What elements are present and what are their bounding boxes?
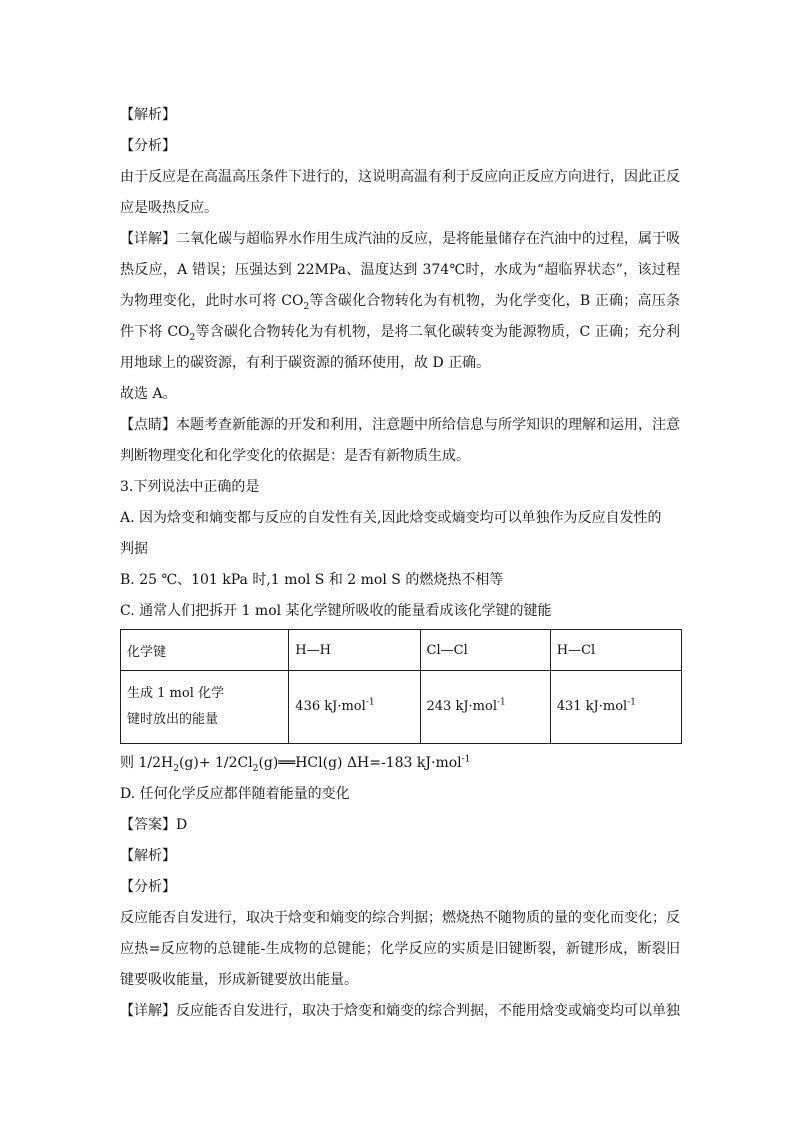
analysis-text-2: 反应能否自发进行，取决于焓变和熵变的综合判据；燃烧热不随物质的量的变化而变化；反应热=反应物的总键能-生成物的总键能；化学反应的实质是旧键断裂，新键形成，断裂旧键要吸收能量，形成新键要放出能量。: [120, 910, 680, 988]
header-cell-bond: 化学键: [121, 630, 289, 671]
section-heading-fenxi-2: 【分析】: [120, 879, 176, 895]
detail-text-a: 二氧化碳与超临界水作用生成汽油的反应，是将能量储存在汽油中的过程，属于吸热反应，A 错误；压强达到 22MPa、温度达到 374℃时，水成为“超临界状态”，该过程为物理变化，此时水可将 CO: [120, 231, 680, 309]
option-b: B. 25 ℃、101 kPa 时,1 mol S 和 2 mol S 的燃烧热不相等: [120, 572, 504, 588]
detail-text-b: 等含碳化合物转化为有机物，为化学变化，B 正确；高压条件下将 CO: [120, 293, 680, 340]
row-label-cell: 生成 1 mol 化学 键时放出的能量: [121, 671, 289, 744]
bond-energy-table: [120, 629, 682, 744]
option-d: D. 任何化学反应都伴随着能量的变化: [120, 786, 350, 802]
value-cell-hcl: 431 kJ·mol$^{-1}$: [550, 671, 681, 744]
equation-line: 则 $1/2H_2(g)+$ $1/2Cl_2(g)══HCl(g)$ ΔH=-183 kJ·mol$^{-1}$: [120, 754, 471, 774]
table-header-row: [121, 630, 682, 671]
value-cell-clcl: 243 kJ·mol$^{-1}$: [420, 671, 550, 744]
answer-line: 【答案】D: [120, 817, 188, 833]
document-page: [120, 100, 680, 1027]
co2-subscript: 2: [303, 301, 310, 312]
comment-tag: 【点睛】: [120, 417, 176, 433]
header-cell-hcl: H—Cl: [550, 630, 681, 671]
question-stem: 3.下列说法中正确的是: [120, 479, 260, 495]
co2-subscript: 2: [189, 332, 196, 343]
value-cell-hh: 436 kJ·mol$^{-1}$: [289, 671, 420, 744]
detail-text-c: 等含碳化合物转化为有机物，是将二氧化碳转变为能源物质，C 正确；充分利用地球上的碳资源，有利于碳资源的循环使用，故 D 正确。: [120, 324, 680, 371]
table-row-energy: [121, 671, 682, 744]
detail-paragraph: [120, 224, 680, 379]
choose-answer: 故选 A。: [120, 386, 177, 402]
header-cell-clcl: Cl—Cl: [420, 630, 550, 671]
section-heading-fenxi: 【分析】: [120, 138, 176, 154]
analysis-text: 由于反应是在高温高压条件下进行的，这说明高温有利于反应向正反应方向进行，因此正反应是吸热反应。: [120, 169, 680, 216]
detail-tag: 【详解】: [120, 231, 176, 247]
comment-paragraph: [120, 410, 680, 472]
option-a-line2: 判据: [120, 541, 148, 557]
section-heading-jiexi-2: 【解析】: [120, 848, 176, 864]
option-c: C. 通常人们把拆开 1 mol 某化学键所吸收的能量看成该化学键的键能: [120, 603, 552, 619]
section-heading-jiexi: 【解析】: [120, 107, 176, 123]
header-cell-hh: H—H: [289, 630, 420, 671]
option-a-line1: A. 因为焓变和熵变都与反应的自发性有关,因此焓变或熵变均可以单独作为反应自发性的: [120, 510, 662, 526]
comment-text: 本题考查新能源的开发和利用，注意题中所给信息与所学知识的理解和运用，注意判断物理变化和化学变化的依据是：是否有新物质生成。: [120, 417, 680, 464]
detail-paragraph-2: 【详解】反应能否自发进行，取决于焓变和熵变的综合判据，不能用焓变或熵变均可以单独: [120, 1003, 680, 1019]
